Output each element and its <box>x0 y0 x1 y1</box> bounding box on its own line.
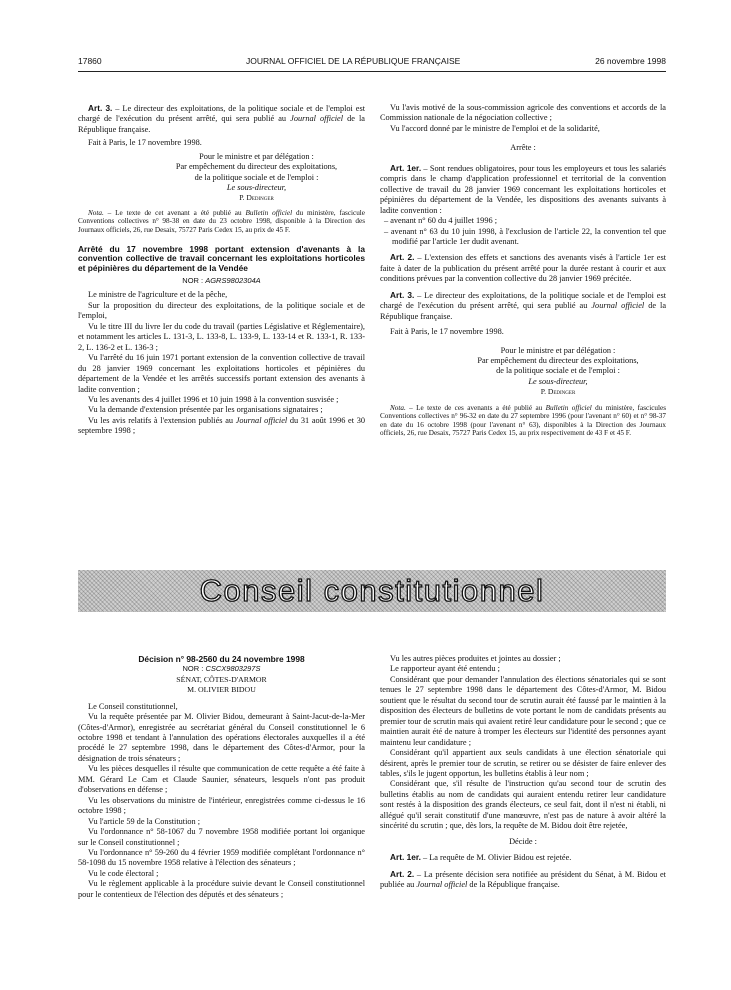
header-rule <box>78 71 666 72</box>
banner-title: Conseil constitutionnel <box>199 573 545 608</box>
paragraph: Vu le code électoral ; <box>88 868 159 878</box>
journal-title: JOURNAL OFFICIEL DE LA RÉPUBLIQUE FRANÇAISE <box>246 56 461 66</box>
fait-a-paris: Fait à Paris, le 17 novembre 1998. <box>88 138 202 148</box>
paragraph: Le Conseil constitutionnel, <box>88 701 178 711</box>
signature-block: Pour le ministre et par délégation : Par empêchement du directeur des exploitations, de la politique sociale et de l'emploi : Le sous-directeur, P. Dedinger <box>175 151 338 203</box>
right-top-column <box>380 103 666 438</box>
paragraph: Le ministre de l'agriculture et de la pêche, <box>88 290 228 300</box>
paragraph: Le rapporteur ayant été entendu ; <box>390 664 500 674</box>
decision-place: SÉNAT, CÔTES-D'ARMOR <box>176 674 267 684</box>
paragraph: Vu les avis relatifs à l'extension publiés au Journal officiel du 31 août 1996 et 30 septembre 1998 ; <box>78 415 366 436</box>
nor-reference: NOR : AGRS9802304A <box>182 276 261 286</box>
page-number: 17860 <box>78 56 102 66</box>
decision-person: M. OLIVIER BIDOU <box>187 685 256 695</box>
paragraph: Vu le règlement applicable à la procédure suivie devant le Conseil constitutionnel pour le contentieux de l'élection des députés et des sénateurs ; <box>78 879 365 899</box>
paragraph: Vu les observations du ministre de l'intérieur, enregistrées comme ci-dessus le 16 octobre 1998 ; <box>78 795 365 816</box>
decide-heading: Décide : <box>509 836 537 846</box>
article-3: Art. 3. – Le directeur des exploitations, de la politique sociale et de l'emploi est chargé de l'exécution du présent arrêté, qui sera publié au Journal officiel de la République française. <box>78 103 366 134</box>
section-banner <box>78 570 666 612</box>
decision-heading <box>78 654 365 696</box>
article-2: Art. 2. – La présente décision sera notifiée au président du Sénat, à M. Bidou et publiée au Journal officiel de la République française. <box>380 868 666 890</box>
paragraph: Considérant que pour demander l'annulation des élections sénatoriales qui se sont tenues le 27 septembre 1998 dans le département des Côtes-d'Armor, M. Bidou soutient que le résultat du second tour de scrutin aurait été faussé par le maintien à la disposition des électeurs de bulletins de vote portant le nom de candidats présents au premier tour de scrutin mais qui avaient retiré leur candidature pour le second ; que ce maintien aurait été de nature à tromper les électeurs sur l'identité des personnes ayant maintenu leur candidature ; <box>380 674 666 747</box>
paragraph: Considérant qu'il appartient aux seuls candidats à une élection sénatoriale qui désirent, après le premier tour de scrutin, se retirer ou se désister de faire enlever des tables, s'ils le jugent opportun, les bulletins établis à leur nom ; <box>380 748 666 778</box>
arrete-title: Arrêté du 17 novembre 1998 portant extension d'avenants à la convention collective de travail concernant les exploitations horticoles et pépinières du département de la Vendée <box>78 243 365 274</box>
nor-reference: NOR : CSCX9803297S <box>182 664 261 674</box>
paragraph: Vu la demande d'extension présentée par les organisations signataires ; <box>88 405 323 415</box>
nota-note: Nota. – Le texte de cet avenant a été publié au Bulletin officiel du ministère, fascicule Conventions collectives n° 98-38 en date du 23 octobre 1998, disponible à la Direction des Journaux officiels, 26, rue Desaix, 75727 Paris Cedex 15, au prix de 45 F. <box>78 208 365 235</box>
paragraph: Vu l'article 59 de la Constitution ; <box>88 816 201 826</box>
arrete-heading: Arrête : <box>510 143 536 153</box>
signature-block: Pour le ministre et par délégation : Par empêchement du directeur des exploitations, de la politique sociale et de l'emploi : Le sous-directeur, P. Dedinger <box>477 345 639 397</box>
paragraph: Vu l'ordonnance n° 59-260 du 4 février 1959 modifiée complétant l'ordonnance n° 58-1098 du 15 novembre 1958 relative à l'élection des sénateurs ; <box>78 847 365 868</box>
right-bottom-column <box>380 654 666 891</box>
paragraph: Vu la requête présentée par M. Olivier Bidou, demeurant à Saint-Jacut-de-la-Mer (Côtes-d'Armor), enregistrée au secrétariat général du Conseil constitutionnel le 6 octobre 1998 et tendant à l'annulation des opérations électorales auxquelles il a été procédé le 27 septembre 1998, dans le département des Côtes-d'Armor, pour la désignation de trois sénateurs ; <box>78 712 365 763</box>
header-date: 26 novembre 1998 <box>595 56 666 66</box>
page-header <box>78 56 666 68</box>
paragraph: Vu les pièces desquelles il résulte que communication de cette requête a été faite à MM. Gérard Le Cam et Claude Saunier, sénateurs, lesquels n'ont pas produit d'observations en défense ; <box>78 764 365 795</box>
paragraph: Vu les autres pièces produites et jointes au dossier ; <box>390 654 561 663</box>
article-1: Art. 1er. – La requête de M. Olivier Bidou est rejetée. <box>390 852 572 863</box>
list-item: – avenant n° 60 du 4 juillet 1996 ; <box>384 216 498 226</box>
left-top-column <box>78 103 365 437</box>
fait-a-paris: Fait à Paris, le 17 novembre 1998. <box>390 327 504 337</box>
decision-title: Décision n° 98-2560 du 24 novembre 1998 <box>138 654 305 664</box>
paragraph: Vu l'arrêté du 16 juin 1971 portant extension de la convention collective de travail du 28 janvier 1969 concernant les exploitations horticoles et pépinières du département de la Vendée et les arrêtés successifs portant extension des avenants à ladite convention ; <box>78 353 365 394</box>
nota-note: Nota. – Le texte de ces avenants a été publié au Bulletin officiel du ministère, fascicules Conventions collectives n° 96-32 en date du 27 septembre 1996 (pour l'avenant n° 60) et n° 98-37 en date du 16 octobre 1998 (pour l'avenant n° 63), disponibles à la Direction des Journaux officiels, 26, rue Desaix, 75727 Paris Cedex 15, au prix respectivement de 43 F et 45 F. <box>380 403 666 438</box>
article-3: Art. 3. – Le directeur des exploitations, de la politique sociale et de l'emploi est chargé de l'exécution du présent arrêté, qui sera publié au Journal officiel de la République française. <box>380 289 666 321</box>
article-1: Art. 1er. – Sont rendues obligatoires, pour tous les employeurs et tous les salariés compris dans le champ d'application professionnel et territorial de la convention collective de travail du 28 janvier 1969 concernant les exploitations horticoles et pépinières du département de la Vendée, les dispositions des avenants suivants à ladite convention : <box>380 162 666 215</box>
paragraph: Vu le titre III du livre Ier du code du travail (parties Législative et Réglementaire), et notamment les articles L. 131-3, L. 133-8, L. 133-9, L. 133-14 et R. 133-1, R. 133-2, L. 136-2 et L. 136-3 ; <box>78 321 365 352</box>
paragraph: Vu l'ordonnance n° 58-1067 du 7 novembre 1958 modifiée portant loi organique sur le Conseil constitutionnel ; <box>78 827 365 847</box>
left-bottom-column <box>78 654 365 900</box>
paragraph: Vu les avenants des 4 juillet 1996 et 10 juin 1998 à la convention susvisée ; <box>88 395 339 404</box>
article-2: Art. 2. – L'extension des effets et sanctions des avenants visés à l'article 1er est faite à dater de la publication du présent arrêté pour la durée restant à courir et aux conditions prévues par la convention collective du 28 janvier 1969 précitée. <box>380 252 667 284</box>
list-item: – avenant n° 63 du 10 juin 1998, à l'exclusion de l'article 22, la convention tel que modifié par l'article 1er dudit avenant. <box>384 226 666 246</box>
paragraph: Vu l'accord donné par le ministre de l'emploi et de la solidarité, <box>390 123 600 133</box>
paragraph: Considérant que, s'il résulte de l'instruction qu'au second tour de scrutin des bulletins établis au nom de candidats qui auraient entendu retirer leur candidature sont restés à la disposition des grands électeurs, ce seul fait, dont il n'est ni établi, ni allégué qu'il serait constitutif d'une manœuvre, n'est pas de nature à avoir altéré la sincérité du scrutin ; que, dès lors, la requête de M. Bidou doit être rejetée, <box>380 779 666 831</box>
paragraph: Sur la proposition du directeur des exploitations, de la politique sociale et de l'emploi, <box>78 300 365 321</box>
paragraph: Vu l'avis motivé de la sous-commission agricole des conventions et accords de la Commission nationale de la négociation collective ; <box>380 103 666 123</box>
